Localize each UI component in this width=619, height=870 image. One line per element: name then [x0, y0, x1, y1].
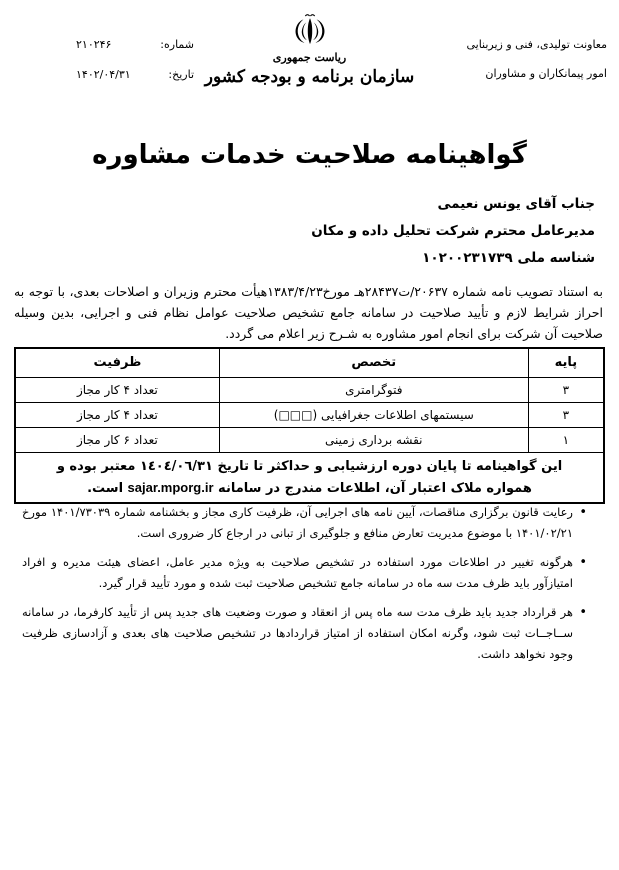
note-item-3: • هر قرارداد جدید باید ظرف مدت سه ماه پس از انعقاد و صورت وضعیت های جدید پس از تأیید کارفرما، در سامانه ســاجــات ثبت شود، وگرنه امکان استفاده از امتیاز قراردادها در تشخیص صلاحیت های بعدی و آزادسازی ظرفیت وجود نخواهد داشت. — [22, 602, 589, 665]
table-row — [15, 402, 604, 427]
qualification-table — [14, 347, 605, 504]
col-header-specialty: تخصص — [219, 348, 528, 377]
validity-note-line-2 — [22, 477, 597, 499]
validity-line2-suffix: است. — [87, 480, 128, 496]
doc-number-value: ۲۱۰۲۴۶ — [76, 38, 112, 51]
intro-paragraph: به استناد تصویب نامه شماره ۲۰۶۳۷/ت۲۸۴۳۷هـ مورخ۱۳۸۳/۴/۲۳هیأت محترم وزیران و اصلاحات بعدی، با توجه به احراز شرایط لازم و تأیید صلاحیت در سامانه جامع تشخیص صلاحیت عوامل نظام فنی و اجرایی، بدین وسیله صلاحیت آن شرکت برای انجام امور مشاوره به شـرح زیر اعلام می گردد. — [14, 284, 603, 341]
grade-cell: ۱ — [528, 427, 604, 452]
department-line-2: امور پیمانکاران و مشاوران — [485, 67, 607, 80]
header-meta-block — [76, 30, 194, 90]
specialty-cell: فتوگرامتری — [219, 377, 528, 402]
table-row — [15, 377, 604, 402]
capacity-cell: تعداد ۶ کار مجاز — [15, 427, 219, 452]
doc-date-label: تاریخ: — [168, 68, 194, 81]
note-item-2: • هرگونه تغییر در اطلاعات مورد استفاده در تشخیص صلاحیت به ویژه مدیر عامل، اعضای هیئت مدیره و افراد امتیازآور باید ظرف مدت سه ماه در سامانه جامع تشخیص صلاحیت ثبت شده و مورد تأیید قرار گیرد. — [22, 552, 589, 594]
addressee-national-id: شناسه ملی ۱۰۲۰۰۲۳۱۷۳۹ — [422, 250, 595, 266]
table-header-row — [15, 348, 604, 377]
specialty-cell: نقشه برداری زمینی — [219, 427, 528, 452]
validity-note-line-1: این گواهینامه تا پایان دوره ارزشیابی و حداکثر تا تاریخ ١٤٠٤/٠٦/٣١ معتبر بوده و — [56, 458, 563, 474]
grade-cell: ۳ — [528, 377, 604, 402]
doc-number-label: شماره: — [160, 38, 194, 51]
validity-note — [15, 452, 604, 503]
validity-row — [15, 452, 604, 503]
table-row — [15, 427, 604, 452]
header-org-block — [180, 12, 440, 89]
sajar-site-name: sajar.mporg.ir — [127, 479, 214, 495]
note-item-1: • رعایت قانون برگزاری مناقصات، آیین نامه های اجرایی آن، ظرفیت کاری مجاز و بخشنامه شماره ۱۴۰۱/۷۳۰۳۹ مورخ ۱۴۰۱/۰۲/۲۱ با موضوع مدیریت تعارض منافع و جلوگیری از تبانی در ارجاع کار ضروری است. — [22, 502, 589, 544]
doc-date-row — [76, 60, 194, 90]
addressee-block — [311, 191, 595, 272]
capacity-cell: تعداد ۴ کار مجاز — [15, 402, 219, 427]
addressee-name: جناب آقای یونس نعیمی — [437, 196, 595, 212]
validity-line2-prefix: همواره ملاک اعتبار آن، اطلاعات مندرج در سامانه — [213, 480, 532, 496]
grade-cell: ۳ — [528, 402, 604, 427]
addressee-role: مدیرعامل محترم شرکت تحلیل داده و مکان — [311, 223, 595, 239]
department-line-1: معاونت تولیدی، فنی و زیربنایی — [466, 38, 607, 51]
capacity-cell: تعداد ۴ کار مجاز — [15, 377, 219, 402]
specialty-cell: سیستمهای اطلاعات جغرافیایی (□□□) — [219, 402, 528, 427]
doc-number-row — [76, 30, 194, 60]
certificate-title: گواهینامه صلاحیت خدمات مشاوره — [92, 140, 527, 170]
presidency-label: ریاست جمهوری — [272, 51, 347, 64]
organization-name: سازمان برنامه و بودجه کشور — [204, 67, 415, 87]
iran-emblem-icon — [293, 12, 327, 50]
header-department-block — [466, 30, 607, 88]
doc-date-value: ۱۴۰۲/۰۴/۳۱ — [76, 68, 131, 81]
col-header-grade: پایه — [528, 348, 604, 377]
col-header-capacity: ظرفیت — [15, 348, 219, 377]
notes-list — [22, 502, 589, 673]
